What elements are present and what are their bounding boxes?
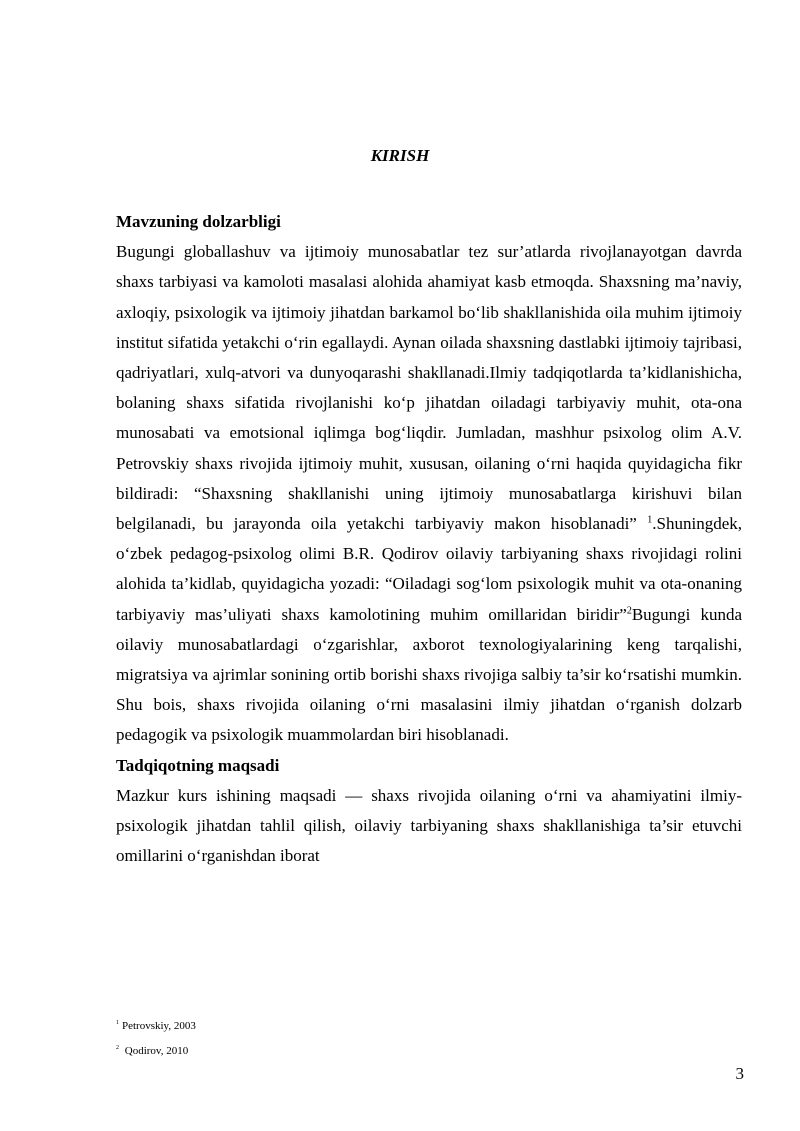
footnotes [116, 1014, 196, 1064]
body-text [116, 207, 742, 871]
section-heading-relevance: Mavzuning dolzarbligi [116, 212, 281, 231]
footnote-reference[interactable]: 1 [647, 514, 653, 526]
footnote-mark: 2 [116, 1045, 119, 1052]
paragraph-text: .Shuningdek, o‘zbek pedagog-psixolog olimi B.R. Qodirov oilaviy tarbiyaning shaxs rivojidagi rolini alohida ta’kidlab, quyidagicha yozadi: “Oiladagi sog‘lom psixologik muhit va ota-onaning tarbiyaviy mas’uliyati shaxs kamolotining muhim omillaridan biridir” [116, 514, 742, 624]
paragraph-text: Bugungi kunda oilaviy munosabatlardagi o‘zgarishlar, axborot texnologiyalarining keng tarqalishi, migratsiya va ajrimlar sonining ortib borishi shaxs rivojiga salbiy ta’sir ko‘rsatishi mumkin. Shu bois, shaxs rivojida oilaning o‘rni masalasini ilmiy jihatdan o‘rganish dolzarb pedagogik va psixologik muammolardan biri hisoblanadi. [116, 604, 743, 745]
footnote-text: Petrovskiy, 2003 [122, 1020, 196, 1032]
goal-paragraph: Mazkur kurs ishining maqsadi — shaxs rivojida oilaning o‘rni va ahamiyatini ilmiy-psixologik jihatdan tahlil qilish, oilaviy tarbiyaning shaxs shakllanishiga ta’sir etuvchi omillarini o‘rganishdan iborat [116, 785, 742, 866]
page-title: KIRISH [370, 146, 430, 165]
footnote-item [116, 1039, 196, 1064]
page-number: 3 [735, 1064, 744, 1083]
section-heading-goal: Tadqiqotning maqsadi [116, 755, 280, 775]
paragraph-text: Bugungi globallashuv va ijtimoiy munosabatlar tez sur’atlarda rivojlanayotgan davrda shaxs tarbiyasi va kamoloti masalasi alohida ahamiyat kasb etmoqda. Shaxsning ma’naviy, axloqiy, psixologik va ijtimoiy jihatdan barkamol bo‘lib shakllanishida oila muhim ijtimoiy institut sifatida yetakchi o‘rin egallaydi. Aynan oilada shaxsning dastlabki ijtimoiy tajribasi, qadriyatlari, xulq-atvori va dunyoqarashi shakllanadi.Ilmiy tadqiqotlarda ta’kidlanishicha, bolaning shaxs sifatida rivojlanishi ko‘p jihatdan oiladagi tarbiyaviy muhit, ota-ona munosabati va emotsional iqlimga bog‘liqdir. Jumladan, mashhur psixolog olim A.V. Petrovskiy shaxs rivojida ijtimoiy muhit, xususan, oilaning o‘rni haqida quyidagicha fikr bildiradi: “Shaxsning shakllanishi uning ijtimoiy munosabatlarga kirishuvi bilan belgilanadi, bu jarayonda oila yetakchi tarbiyaviy makon hisoblanadi” [116, 242, 742, 534]
relevance-paragraph [116, 237, 742, 750]
footnote-mark: 1 [116, 1020, 119, 1027]
footnote-reference[interactable]: 2 [626, 604, 632, 616]
footnote-text: Qodirov, 2010 [122, 1045, 189, 1057]
footnote-item [116, 1014, 196, 1039]
